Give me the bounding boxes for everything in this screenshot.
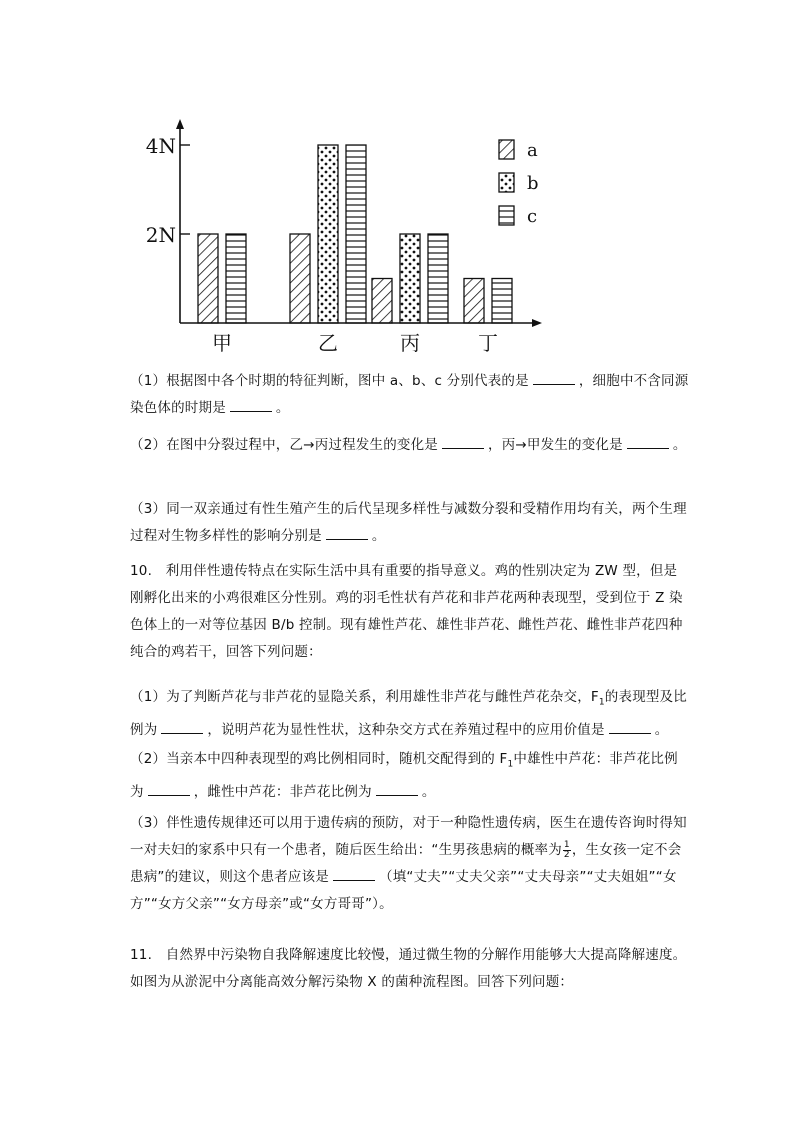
- fraction-denominator: 2: [563, 849, 570, 860]
- answer-blank[interactable]: [376, 794, 418, 796]
- q10-part1: [130, 684, 690, 744]
- legend-label: b: [527, 173, 539, 194]
- legend-label: c: [527, 206, 538, 227]
- q9-part1: [130, 368, 690, 422]
- q9-p1-end: 。: [275, 400, 290, 416]
- q10-p2-end: 。: [421, 783, 436, 800]
- x-axis-arrow: [532, 319, 542, 327]
- bar-c-1: [346, 145, 366, 323]
- bar-a-2: [372, 279, 392, 324]
- q9-p2-end: 。: [672, 437, 687, 453]
- q10-part3: [130, 810, 690, 918]
- bar-a-3: [464, 279, 484, 324]
- x-tick-label: 甲: [212, 331, 232, 355]
- y-tick-label: 4N: [145, 134, 176, 158]
- legend-swatch-c: [499, 206, 514, 225]
- bar-c-2: [428, 234, 448, 323]
- fraction-numerator: 1: [563, 839, 570, 850]
- answer-blank[interactable]: [533, 383, 575, 385]
- q9-p2-mid: ，丙→甲发生的变化是: [488, 437, 623, 453]
- q10-intro: 10. 利用伴性遗传特点在实际生活中具有重要的指导意义。鸡的性别决定为 ZW 型，但是刚孵化出来的小鸡很难区分性别。鸡的羽毛性状有芦花和非芦花两种表现型，受到位于 Z 染色体上的一对等位基因 B/b 控制。现有雄性芦花、雄性非芦花、雌性芦花、雌性非芦花四种纯合的鸡若干，回答下列问题：: [130, 563, 683, 660]
- q9-p3-end: 。: [371, 528, 386, 544]
- q9-part2: [130, 432, 690, 459]
- x-tick-label: 丙: [400, 331, 420, 355]
- bar-a-0: [198, 234, 218, 323]
- y-tick-label: 2N: [145, 223, 176, 247]
- q11-intro: 11. 自然界中污染物自我降解速度比较慢，通过微生物的分解作用能够大大提高降解速度。如图为从淤泥中分离能高效分解污染物 X 的菌种流程图。回答下列问题：: [130, 947, 687, 990]
- answer-blank[interactable]: [230, 410, 272, 412]
- bar-chart: [128, 118, 548, 368]
- subscript: 1: [598, 697, 605, 708]
- q10-p2-text: （2）当亲本中四种表现型的鸡比例相同时，随机交配得到的 F: [130, 751, 508, 767]
- q10-part2: [130, 746, 690, 806]
- q10-p1-mid2: ，说明芦花为显性性状，这种杂交方式在养殖过程中的应用价值是: [207, 721, 605, 738]
- legend-swatch-b: [499, 173, 514, 192]
- answer-blank[interactable]: [148, 794, 190, 796]
- bar-b-1: [318, 145, 338, 323]
- q10-p3-mid: ，生女孩一定不会患病”的建议，则这个患者应该是: [130, 842, 682, 885]
- q9-p1-mid: ，细胞中不含同源染色体的时期是: [130, 373, 689, 416]
- bar-a-1: [290, 234, 310, 323]
- subscript: 1: [507, 759, 514, 770]
- q10-p3-end: （填“丈夫”“丈夫父亲”“丈夫母亲”“丈夫姐姐”“女方”“女方父亲”“女方母亲”或“女方哥哥”）。: [130, 869, 677, 912]
- legend-label: a: [527, 140, 538, 161]
- q10-p1-mid1: 的表现型及比例为: [130, 689, 687, 738]
- fraction: [563, 841, 571, 860]
- q10-p3-text: （3）伴性遗传规律还可以用于遗传病的预防，对于一种隐性遗传病，医生在遗传咨询时得知一对夫妇的家系中只有一个患者，随后医生给出：“生男孩患病的概率为: [130, 815, 687, 858]
- bar-c-0: [226, 234, 246, 323]
- x-tick-label: 丁: [478, 331, 498, 355]
- x-tick-label: 乙: [318, 331, 338, 355]
- bar-c-3: [492, 279, 512, 324]
- q9-part3: [130, 496, 690, 550]
- q9-p3-text: （3）同一双亲通过有性生殖产生的后代呈现多样性与减数分裂和受精作用均有关，两个生理过程对生物多样性的影响分别是: [130, 501, 687, 544]
- y-axis-arrow: [176, 119, 184, 129]
- q9-p2-text: （2）在图中分裂过程中，乙→丙过程发生的变化是: [130, 437, 438, 453]
- bar-b-2: [400, 234, 420, 323]
- q10-p2-mid1: 中雄性中芦花：非芦花比例为: [130, 751, 678, 800]
- answer-blank[interactable]: [326, 538, 368, 540]
- answer-blank[interactable]: [442, 447, 484, 449]
- answer-blank[interactable]: [161, 732, 203, 734]
- q9-p1-text: （1）根据图中各个时期的特征判断，图中 a、b、c 分别代表的是: [130, 373, 529, 389]
- answer-blank[interactable]: [609, 732, 651, 734]
- q10-p2-mid2: ，雌性中芦花：非芦花比例为: [193, 783, 372, 800]
- answer-blank[interactable]: [627, 447, 669, 449]
- q10-p1-text: （1）为了判断芦花与非芦花的显隐关系，利用雄性非芦花与雌性芦花杂交，F: [130, 689, 599, 705]
- q10-p1-end: 。: [654, 721, 669, 738]
- legend-swatch-a: [499, 140, 514, 159]
- answer-blank[interactable]: [333, 879, 375, 881]
